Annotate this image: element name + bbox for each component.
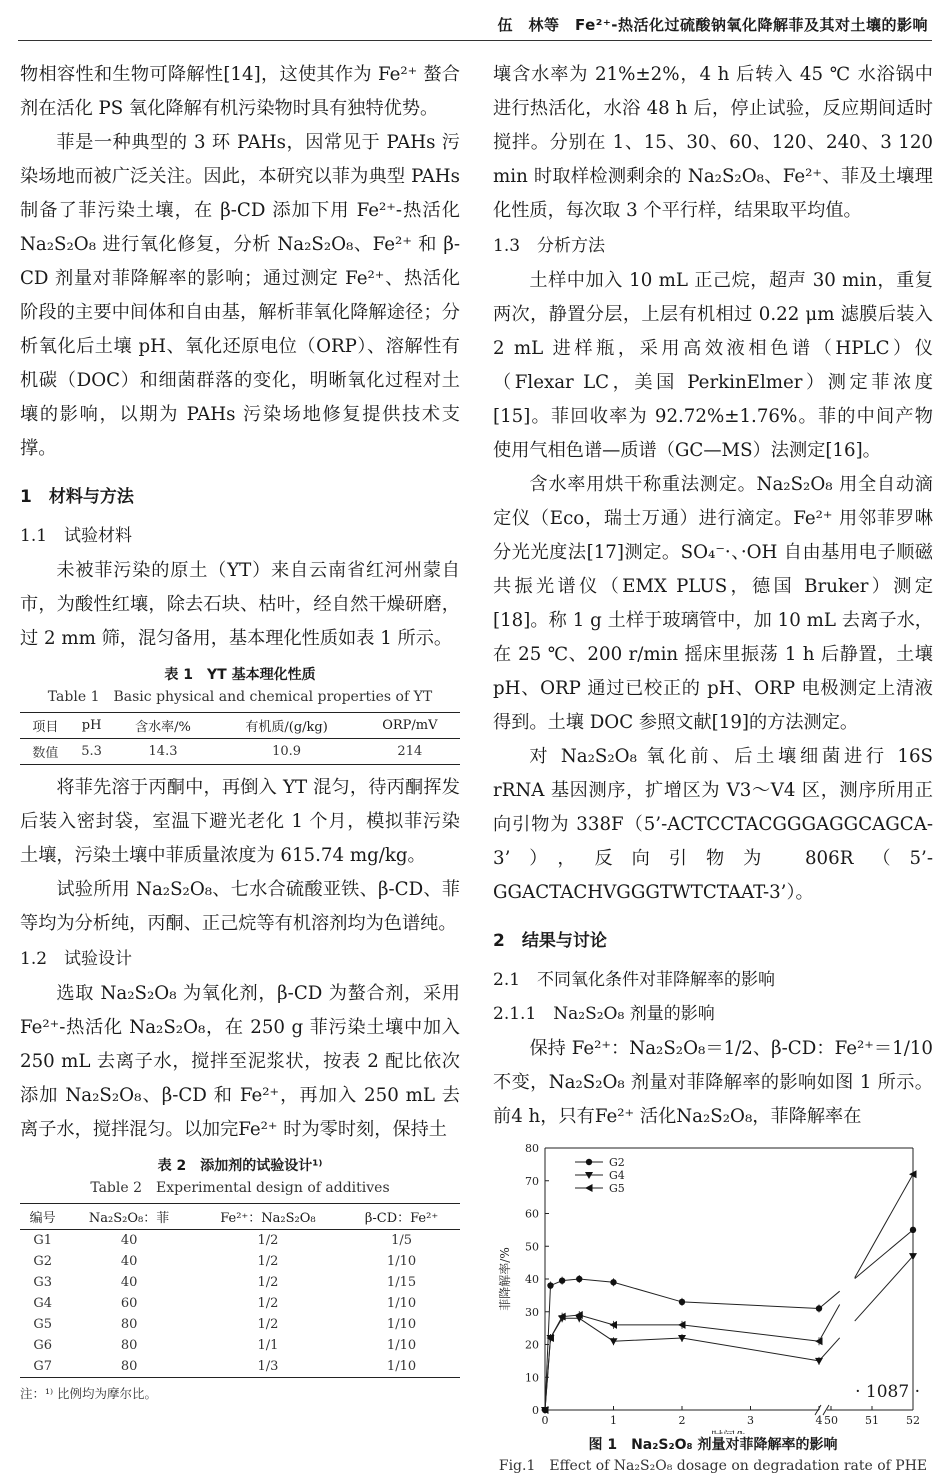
y-tick-label: 40 xyxy=(525,1273,539,1286)
table-cell: 80 xyxy=(120,1317,138,1332)
paragraph: 土样中加入 10 mL 正己烷，超声 30 min，重复两次，静置分层，上层有机相过 0.22 μm 滤膜后装入 2 mL 进样瓶，采用高效液相色谱（HPLC）仪（Flexar LC，美国 PerkinElmer）测定菲浓度[15]。菲回收率为 92.72%±1.76%。菲的中间产物使用气相色谱—质谱（GC—MS）法测定[16]。 xyxy=(493,270,933,461)
table-cell: 1/10 xyxy=(386,1254,417,1269)
legend-marker xyxy=(586,1159,592,1165)
data-point-G2 xyxy=(816,1305,822,1311)
table-cell: 214 xyxy=(360,739,460,765)
table-cell: 5.3 xyxy=(71,739,113,765)
paragraph: 菲是一种典型的 3 环 PAHs，因常见于 PAHs 污染场地而被广泛关注。因此，本研究以菲为典型 PAHs 制备了菲污染土壤，在 β-CD 添加下用 Fe²⁺-热活化 Na₂S₂O₈ 进行氧化修复，分析 Na₂S₂O₈、Fe²⁺ 和 β-CD 剂量对菲降解率的影响；通过测定 Fe²⁺、热活化阶段的主要中间体和自由基，解析菲氧化降解途径；分析氧化后土壤 pH、氧化还原电位（ORP）、溶解性有机碳（DOC）和细菌群落的变化，明晰氧化过程对土壤的影响，以期为 PAHs 污染场地修复提供技术支撑。 xyxy=(20,132,460,459)
table-cell: 40 xyxy=(120,1275,138,1290)
data-point-G2 xyxy=(559,1277,565,1283)
table-header: pH xyxy=(71,713,113,739)
table-cell: 1/1 xyxy=(257,1338,279,1353)
table-row xyxy=(20,739,460,765)
table-cell: 14.3 xyxy=(113,739,214,765)
table-cell: G4 xyxy=(33,1296,52,1311)
series-line-G5 xyxy=(819,1304,840,1341)
table-header: β-CD：Fe²⁺ xyxy=(343,1204,460,1230)
table-cell: 1/10 xyxy=(386,1296,417,1311)
paragraph: 试验所用 Na₂S₂O₈、七水合硫酸亚铁、β-CD、菲等均为分析纯，丙酮、正己烷等有机溶剂均为色谱纯。 xyxy=(20,879,460,934)
table-header: ORP/mV xyxy=(360,713,460,739)
table-cell: 80 xyxy=(65,1356,192,1378)
table-cell: 1/5 xyxy=(391,1233,412,1248)
y-tick-label: 10 xyxy=(525,1371,539,1385)
legend-label: G4 xyxy=(609,1169,625,1182)
y-tick-label: 20 xyxy=(525,1338,539,1352)
data-point-G2 xyxy=(610,1279,616,1285)
table-header: 项目 xyxy=(20,713,71,739)
x-tick-label: 1 xyxy=(610,1414,617,1427)
subsection-heading: 1.2 试验设计 xyxy=(20,949,133,969)
x-tick-label: 2 xyxy=(678,1414,686,1427)
paragraph: 对 Na₂S₂O₈ 氧化前、后土壤细菌进行 16S rRNA 基因测序，扩增区为 V3～V4 区，测序所用正向引物为 338F（5’-ACTCCTACGGGAGGCAGCA-3’），反向引物为 806R（5’-GGACTACHVGGGTWTCTAAT-3’）。 xyxy=(493,746,933,903)
section-heading: 1 材料与方法 xyxy=(20,487,134,507)
table-cell: G6 xyxy=(33,1338,52,1353)
x-tick-label: 4 xyxy=(815,1414,823,1427)
right-column xyxy=(493,58,933,1476)
series-line-G2 xyxy=(855,1230,913,1279)
table2-title-cn: 表 2 添加剂的试验设计¹⁾ xyxy=(157,1158,323,1174)
table-cell: 40 xyxy=(120,1254,138,1269)
table-cell: 1/2 xyxy=(257,1254,279,1269)
table-cell: 数值 xyxy=(20,739,71,765)
table1-title-en: Table 1 Basic physical and chemical properties of YT xyxy=(47,689,433,705)
subsection-heading: 2.1 不同氧化条件对菲降解率的影响 xyxy=(493,970,776,990)
x-tick-label: 51 xyxy=(865,1414,879,1427)
table-cell: 1/15 xyxy=(386,1275,417,1290)
series-line-G5 xyxy=(545,1315,819,1410)
table-row xyxy=(20,1314,460,1335)
table2 xyxy=(20,1203,460,1378)
series-line-G2 xyxy=(819,1291,840,1308)
table-header: Na₂S₂O₈：菲 xyxy=(65,1204,192,1230)
series-line-G4 xyxy=(545,1318,819,1410)
section-heading: 2 结果与讨论 xyxy=(493,931,607,951)
header-rule xyxy=(18,40,932,41)
table-cell: 40 xyxy=(120,1233,138,1248)
paragraph: 保持 Fe²⁺：Na₂S₂O₈＝1/2、β-CD：Fe²⁺＝1/10不变，Na₂S₂O₈ 剂量对菲降解率的影响如图 1 所示。前4 h，只有Fe²⁺ 活化Na₂S₂O₈，菲降解率在 xyxy=(493,1038,933,1127)
table-row xyxy=(20,1293,460,1314)
table-cell: 1/10 xyxy=(386,1338,417,1353)
data-point-G2 xyxy=(679,1299,685,1305)
data-point-G2 xyxy=(547,1282,553,1288)
table-cell: 1/10 xyxy=(343,1356,460,1378)
x-axis-label xyxy=(711,1428,747,1434)
table-cell: 1/2 xyxy=(257,1296,279,1311)
table-cell: G5 xyxy=(33,1317,52,1332)
data-point-G2 xyxy=(576,1276,582,1282)
table-cell: G2 xyxy=(33,1254,52,1269)
y-tick-label: 50 xyxy=(525,1240,539,1254)
table1-title-cn: 表 1 YT 基本理化性质 xyxy=(164,667,316,683)
left-column xyxy=(20,58,460,1402)
y-tick-label: 80 xyxy=(525,1142,539,1155)
paragraph: 将菲先溶于丙酮中，再倒入 YT 混匀，待丙酮挥发后装入密封袋，室温下避光老化 1 个月，模拟菲污染土壤，污染土壤中菲质量浓度为 615.74 mg/kg。 xyxy=(20,777,460,866)
series-line-G5 xyxy=(855,1174,913,1278)
data-point-G2 xyxy=(910,1227,916,1233)
table-cell: 1/2 xyxy=(257,1275,279,1290)
table-cell: 80 xyxy=(120,1338,138,1353)
table-cell: 1/3 xyxy=(193,1356,343,1378)
x-tick-label: 50 xyxy=(824,1414,838,1427)
figure-caption-en: Fig.1 Effect of Na₂S₂O₈ dosage on degradation rate of PHE xyxy=(498,1458,928,1474)
running-header: 伍 林等 Fe²⁺-热活化过硫酸钠氧化降解菲及其对土壤的影响 xyxy=(497,16,928,34)
table-row xyxy=(20,1356,460,1378)
table-cell: 1/2 xyxy=(257,1317,279,1332)
paragraph: 物相容性和生物可降解性[14]，这使其作为 Fe²⁺ 螯合剂在活化 PS 氧化降解有机污染物时具有独特优势。 xyxy=(20,64,460,119)
table-row xyxy=(20,1272,460,1293)
table1 xyxy=(20,712,460,765)
paragraph: 壤含水率为 21%±2%，4 h 后转入 45 ℃ 水浴锅中进行热活化，水浴 48 h 后，停止试验，反应期间适时搅拌。分别在 1、15、30、60、120、240、3 120 min 时取样检测剩余的 Na₂S₂O₈、Fe²⁺、菲及土壤理化性质，每次取 3 个平行样，结果取平均值。 xyxy=(493,64,933,221)
table2-title-en: Table 2 Experimental design of additives xyxy=(90,1180,390,1196)
paragraph: 选取 Na₂S₂O₈ 为氧化剂，β-CD 为螯合剂，采用 Fe²⁺-热活化 Na₂S₂O₈，在 250 g 菲污染土壤中加入 250 mL 去离子水，搅拌至泥浆状，按表 2 配比依次添加 Na₂S₂O₈、β-CD 和 Fe²⁺，再加入 250 mL 去离子水，搅拌混匀。以加完Fe²⁺ 时为零时刻，保持土 xyxy=(20,983,460,1140)
subsection-heading: 1.1 试验材料 xyxy=(20,526,133,546)
table-cell: 10.9 xyxy=(214,739,360,765)
data-point-G4 xyxy=(610,1338,618,1345)
table-cell: 1/2 xyxy=(257,1233,279,1248)
data-point-G4 xyxy=(815,1358,823,1365)
subsection-heading: 1.3 分析方法 xyxy=(493,236,606,256)
table-cell: G7 xyxy=(20,1356,65,1378)
y-tick-label: 70 xyxy=(525,1174,539,1188)
table-header: 编号 xyxy=(20,1204,65,1230)
table-cell: 60 xyxy=(120,1296,138,1311)
x-tick-label: 3 xyxy=(747,1414,754,1427)
y-axis-label: 菲降解率/% xyxy=(498,1247,512,1311)
table-cell: G3 xyxy=(33,1275,52,1290)
table-header: 有机质/(g/kg) xyxy=(214,713,360,739)
page-number: · 1087 · xyxy=(855,1382,920,1402)
table-cell: 1/10 xyxy=(386,1317,417,1332)
table-cell: G1 xyxy=(33,1233,52,1248)
table-header: Fe²⁺：Na₂S₂O₈ xyxy=(193,1204,343,1230)
table-row xyxy=(20,1335,460,1356)
table-header: 含水率/% xyxy=(113,713,214,739)
figure-caption-cn: 图 1 Na₂S₂O₈ 剂量对菲降解率的影响 xyxy=(588,1437,838,1453)
paragraph: 未被菲污染的原土（YT）来自云南省红河州蒙自市，为酸性红壤，除去石块、枯叶，经自然干燥研磨，过 2 mm 筛，混匀备用，基本理化性质如表 1 所示。 xyxy=(20,560,460,649)
y-tick-label: 60 xyxy=(525,1207,539,1221)
table2-note: 注：¹⁾ 比例均为摩尔比。 xyxy=(20,1386,158,1401)
legend-marker xyxy=(585,1184,593,1192)
table-row xyxy=(20,1251,460,1272)
table-row xyxy=(20,1230,460,1252)
y-tick-label: 30 xyxy=(525,1305,539,1319)
series-line-G4 xyxy=(855,1256,913,1321)
x-tick-label: 0 xyxy=(541,1414,549,1427)
x-tick-label: 52 xyxy=(906,1414,920,1427)
paragraph: 含水率用烘干称重法测定。Na₂S₂O₈ 用全自动滴定仪（Eco，瑞士万通）进行滴定。Fe²⁺ 用邻菲罗啉分光光度法[17]测定。SO₄⁻·、·OH 自由基用电子顺磁共振光谱仪（EMX PLUS，德国 Bruker）测定[18]。称 1 g 土样于玻璃管中，加 10 mL 去离子水，在 25 ℃、200 r/min 摇床里振荡 1 h 后静置，土壤 pH、ORP 通过已校正的 pH、ORP 电极测定上清液得到。土壤 DOC 参照文献[19]的方法测定。 xyxy=(493,474,933,733)
legend-label: G2 xyxy=(609,1156,625,1169)
subsection-heading: 2.1.1 Na₂S₂O₈ 剂量的影响 xyxy=(493,1004,715,1024)
legend-label: G5 xyxy=(609,1182,625,1195)
y-tick-label: 0 xyxy=(532,1404,539,1417)
